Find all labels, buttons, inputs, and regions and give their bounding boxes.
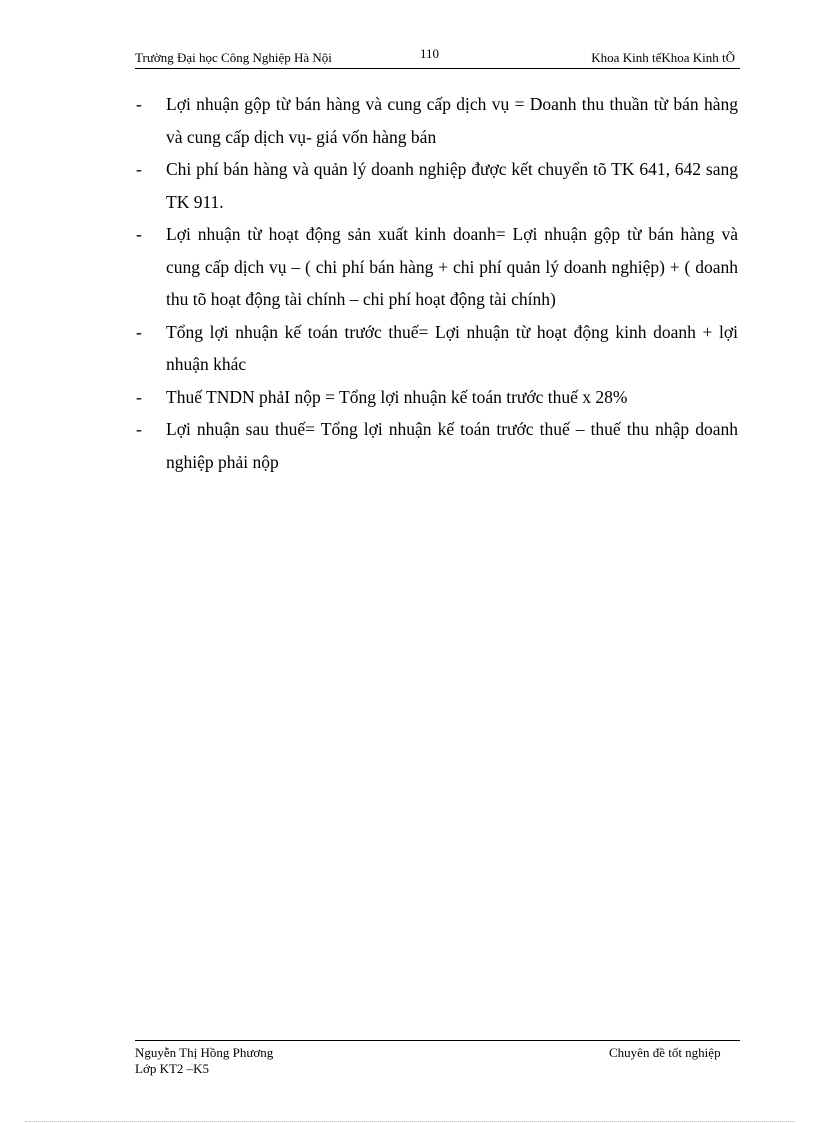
- author-name: Nguyễn Thị Hồng Phương: [135, 1045, 274, 1060]
- bullet: -: [136, 159, 142, 179]
- list-item-text: Lợi nhuận gộp từ bán hàng và cung cấp dịch vụ = Doanh thu thuần từ bán hàng và cung cấp dịch vụ- giá vốn hàng bán: [166, 94, 738, 147]
- header-faculty: Khoa Kinh tếKhoa Kinh tÕ: [591, 50, 735, 65]
- page-header: [135, 46, 740, 69]
- bullet: -: [136, 94, 142, 114]
- document-body: [135, 88, 738, 478]
- bullet: -: [136, 386, 142, 407]
- page-number: 110: [420, 46, 440, 61]
- page-bottom-divider: [25, 1121, 795, 1122]
- list-item-text: Thuế TNDN phảI nộp = Tổng lợi nhuận kế toán trước thuế x 28%: [166, 386, 628, 407]
- list-item: [135, 316, 738, 381]
- header-school: Trường Đại học Công Nghiệp Hà Nội: [135, 50, 332, 65]
- author-class: Lớp KT2 –K5: [135, 1061, 210, 1076]
- list-item: [135, 218, 738, 316]
- list-item: [135, 153, 738, 218]
- footer-divider: [135, 1040, 740, 1041]
- list-item-text: Chi phí bán hàng và quản lý doanh nghiệp được kết chuyển tõ TK 641, 642 sang TK 911.: [166, 159, 738, 212]
- list-item-text: Lợi nhuận từ hoạt động sản xuất kinh doanh= Lợi nhuận gộp từ bán hàng và cung cấp dịch vụ – ( chi phí bán hàng + chi phí quản lý doanh nghiệp) + ( doanh thu tõ hoạt động tài chính – chi phí hoạt động tài chính): [166, 224, 738, 309]
- bullet: -: [136, 419, 142, 439]
- footer-author: [135, 1045, 273, 1077]
- bullet: -: [136, 224, 142, 244]
- list-item-text: Lợi nhuận sau thuế= Tổng lợi nhuận kế toán trước thuế – thuế thu nhập doanh nghiệp phải nộp: [166, 419, 738, 472]
- list-item: [135, 413, 738, 478]
- list-item-text: Tổng lợi nhuận kế toán trước thuế= Lợi nhuận từ hoạt động kinh doanh + lợi nhuận khác: [166, 321, 738, 374]
- list-item: [135, 381, 738, 414]
- list-item: [135, 88, 738, 153]
- bullet: -: [136, 321, 142, 342]
- footer-doc-type: Chuyên đề tốt nghiệp: [609, 1045, 721, 1060]
